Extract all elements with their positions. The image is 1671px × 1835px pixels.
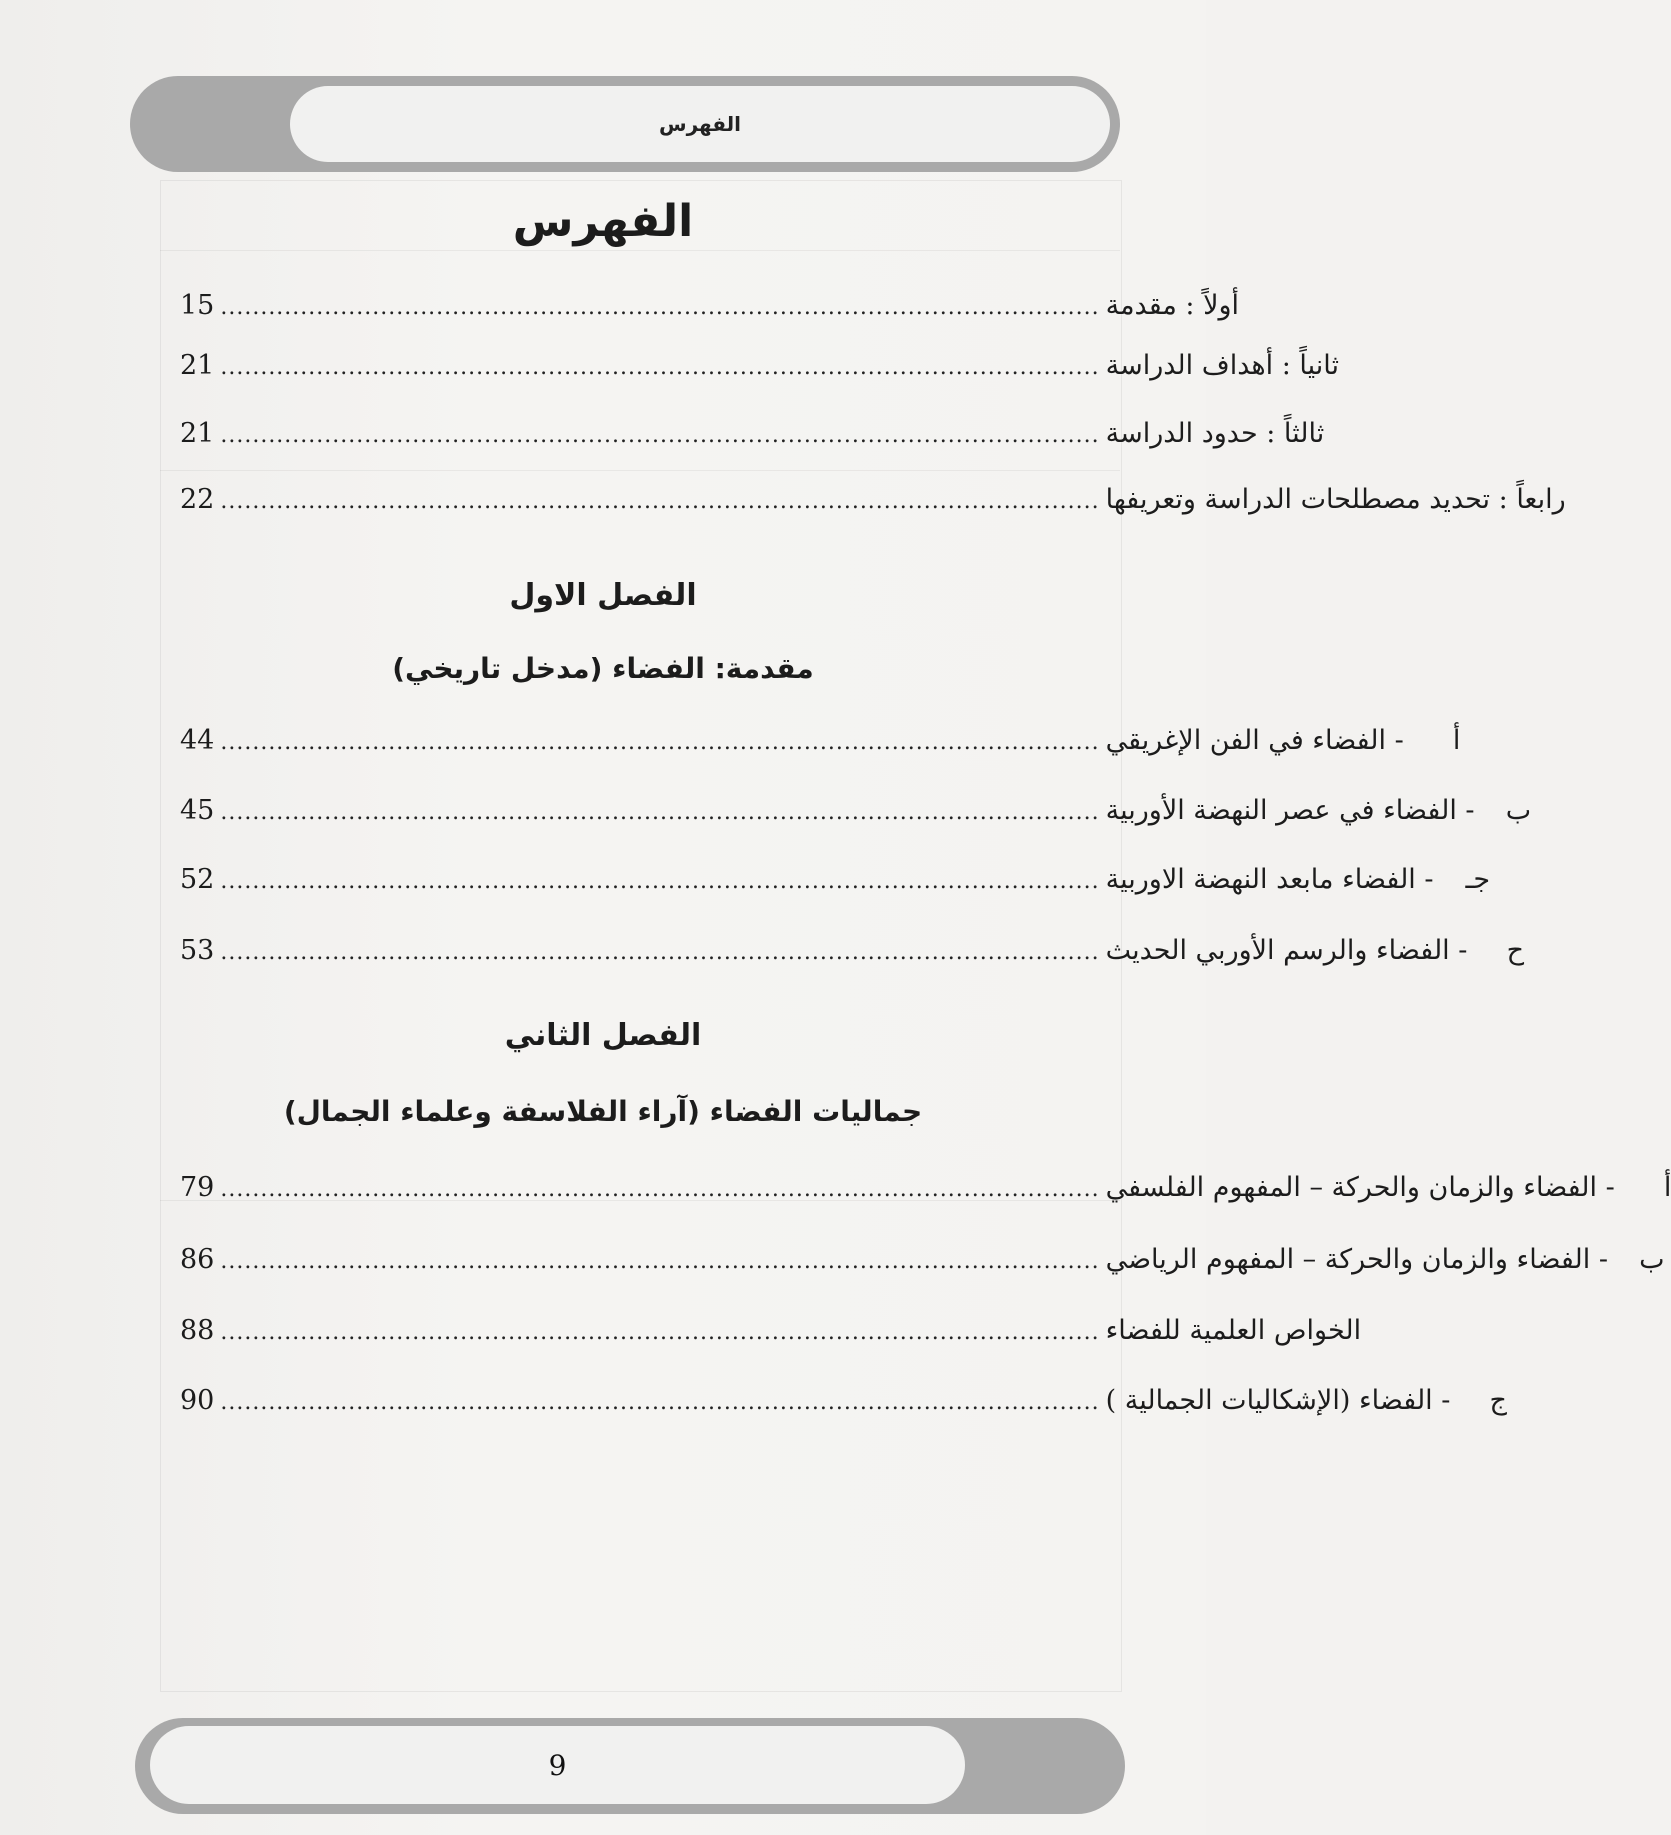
toc-entry-text (1106, 1244, 1665, 1275)
toc-leader-dots: .............................................................................................................. (220, 869, 1100, 894)
toc-page-number: 90 (180, 1385, 215, 1416)
toc-entry-text (1106, 795, 1532, 826)
toc-entry-text (1106, 1315, 1418, 1346)
toc-entry (180, 1385, 1507, 1439)
toc-entry-title: - الفضاء والرسم الأوربي الحديث (1105, 935, 1468, 966)
toc-entry (180, 350, 1340, 404)
toc-leader-dots: .............................................................................................................. (220, 1249, 1100, 1274)
chapter-1-subtitle: مقدمة: الفضاء (مدخل تاريخي) (392, 652, 814, 685)
toc-leader-dots: .............................................................................................................. (220, 423, 1100, 448)
chapter-2-subtitle: جماليات الفضاء (آراء الفلاسفة وعلماء الجمال) (283, 1095, 923, 1128)
toc-entry-text (1106, 1172, 1671, 1203)
page-title: الفهرس (512, 196, 694, 247)
toc-entry (180, 1172, 1671, 1226)
toc-entry-title: - الفضاء مابعد النهضة الاوربية (1105, 864, 1434, 895)
toc-entry (180, 290, 1240, 344)
toc-page-number: 52 (180, 864, 215, 895)
toc-leader-dots: .............................................................................................................. (220, 1390, 1100, 1415)
toc-entry-text: رابعاً : تحديد مصطلحات الدراسة وتعريفها (1105, 484, 1566, 515)
toc-entry-title: - الفضاء والزمان والحركة – المفهوم الفلسفي (1105, 1172, 1615, 1203)
toc-entry-title: - الفضاء في عصر النهضة الأوربية (1105, 795, 1475, 826)
toc-entry-text (1106, 725, 1461, 756)
toc-entry (180, 418, 1325, 472)
toc-page-number: 45 (180, 795, 215, 826)
toc-entry (180, 484, 1566, 538)
toc-leader-dots: .............................................................................................................. (220, 730, 1100, 755)
toc-leader-dots: .............................................................................................................. (220, 295, 1100, 320)
toc-page-number: 79 (180, 1172, 215, 1203)
toc-leader-dots: .............................................................................................................. (220, 1177, 1100, 1202)
toc-page-number: 22 (180, 484, 215, 515)
toc-leader-dots: .............................................................................................................. (220, 940, 1100, 965)
toc-entry-text (1106, 935, 1524, 966)
toc-page-number: 15 (180, 290, 215, 321)
toc-page-number: 86 (180, 1244, 215, 1275)
toc-page-number: 21 (180, 350, 215, 381)
chapter-2-title: الفصل الثاني (504, 1018, 702, 1053)
toc-entry-letter: ب (1505, 795, 1532, 826)
toc-entry-text (1106, 1385, 1507, 1416)
toc-entry-text (1106, 864, 1491, 895)
toc-entry (180, 725, 1461, 779)
header-label-box (290, 86, 1110, 162)
toc-page-number: 21 (180, 418, 215, 449)
toc-entry (180, 864, 1491, 918)
toc-entry-text: ثانياً : أهداف الدراسة (1105, 350, 1340, 381)
toc-entry-letter: أ (1452, 725, 1461, 756)
toc-entry-letter: ج (1489, 1385, 1507, 1416)
toc-page-number: 44 (180, 725, 215, 756)
toc-entry-title: - الفضاء في الفن الإغريقي (1105, 725, 1404, 756)
running-header-title: الفهرس (658, 112, 741, 136)
toc-leader-dots: .............................................................................................................. (220, 489, 1100, 514)
toc-page-number: 53 (180, 935, 215, 966)
toc-entry (180, 795, 1532, 849)
toc-leader-dots: .............................................................................................................. (220, 1320, 1100, 1345)
toc-entry (180, 935, 1524, 989)
toc-entry (180, 1244, 1665, 1298)
chapter-1-title: الفصل الاول (509, 578, 697, 613)
toc-entry-letter: ح (1506, 935, 1524, 966)
toc-entry-title: - الفضاء (الإشكاليات الجمالية ) (1105, 1385, 1451, 1416)
toc-entry-letter: جـ (1465, 864, 1491, 895)
bleed-through-line (160, 250, 1120, 251)
toc-leader-dots: .............................................................................................................. (220, 800, 1100, 825)
footer-label-box (150, 1726, 965, 1804)
toc-entry-letter: ب (1639, 1244, 1665, 1275)
toc-entry-letter: أ (1663, 1172, 1671, 1203)
toc-entry-title: - الفضاء والزمان والحركة – المفهوم الرياضي (1105, 1244, 1608, 1275)
toc-page-number: 88 (180, 1315, 215, 1346)
toc-entry-text: أولاً : مقدمة (1105, 290, 1240, 321)
toc-entry-text: ثالثاً : حدود الدراسة (1105, 418, 1325, 449)
toc-entry-title: الخواص العلمية للفضاء (1105, 1315, 1362, 1346)
page-number: 9 (548, 1748, 567, 1782)
toc-entry (180, 1315, 1362, 1369)
toc-leader-dots: .............................................................................................................. (220, 355, 1100, 380)
